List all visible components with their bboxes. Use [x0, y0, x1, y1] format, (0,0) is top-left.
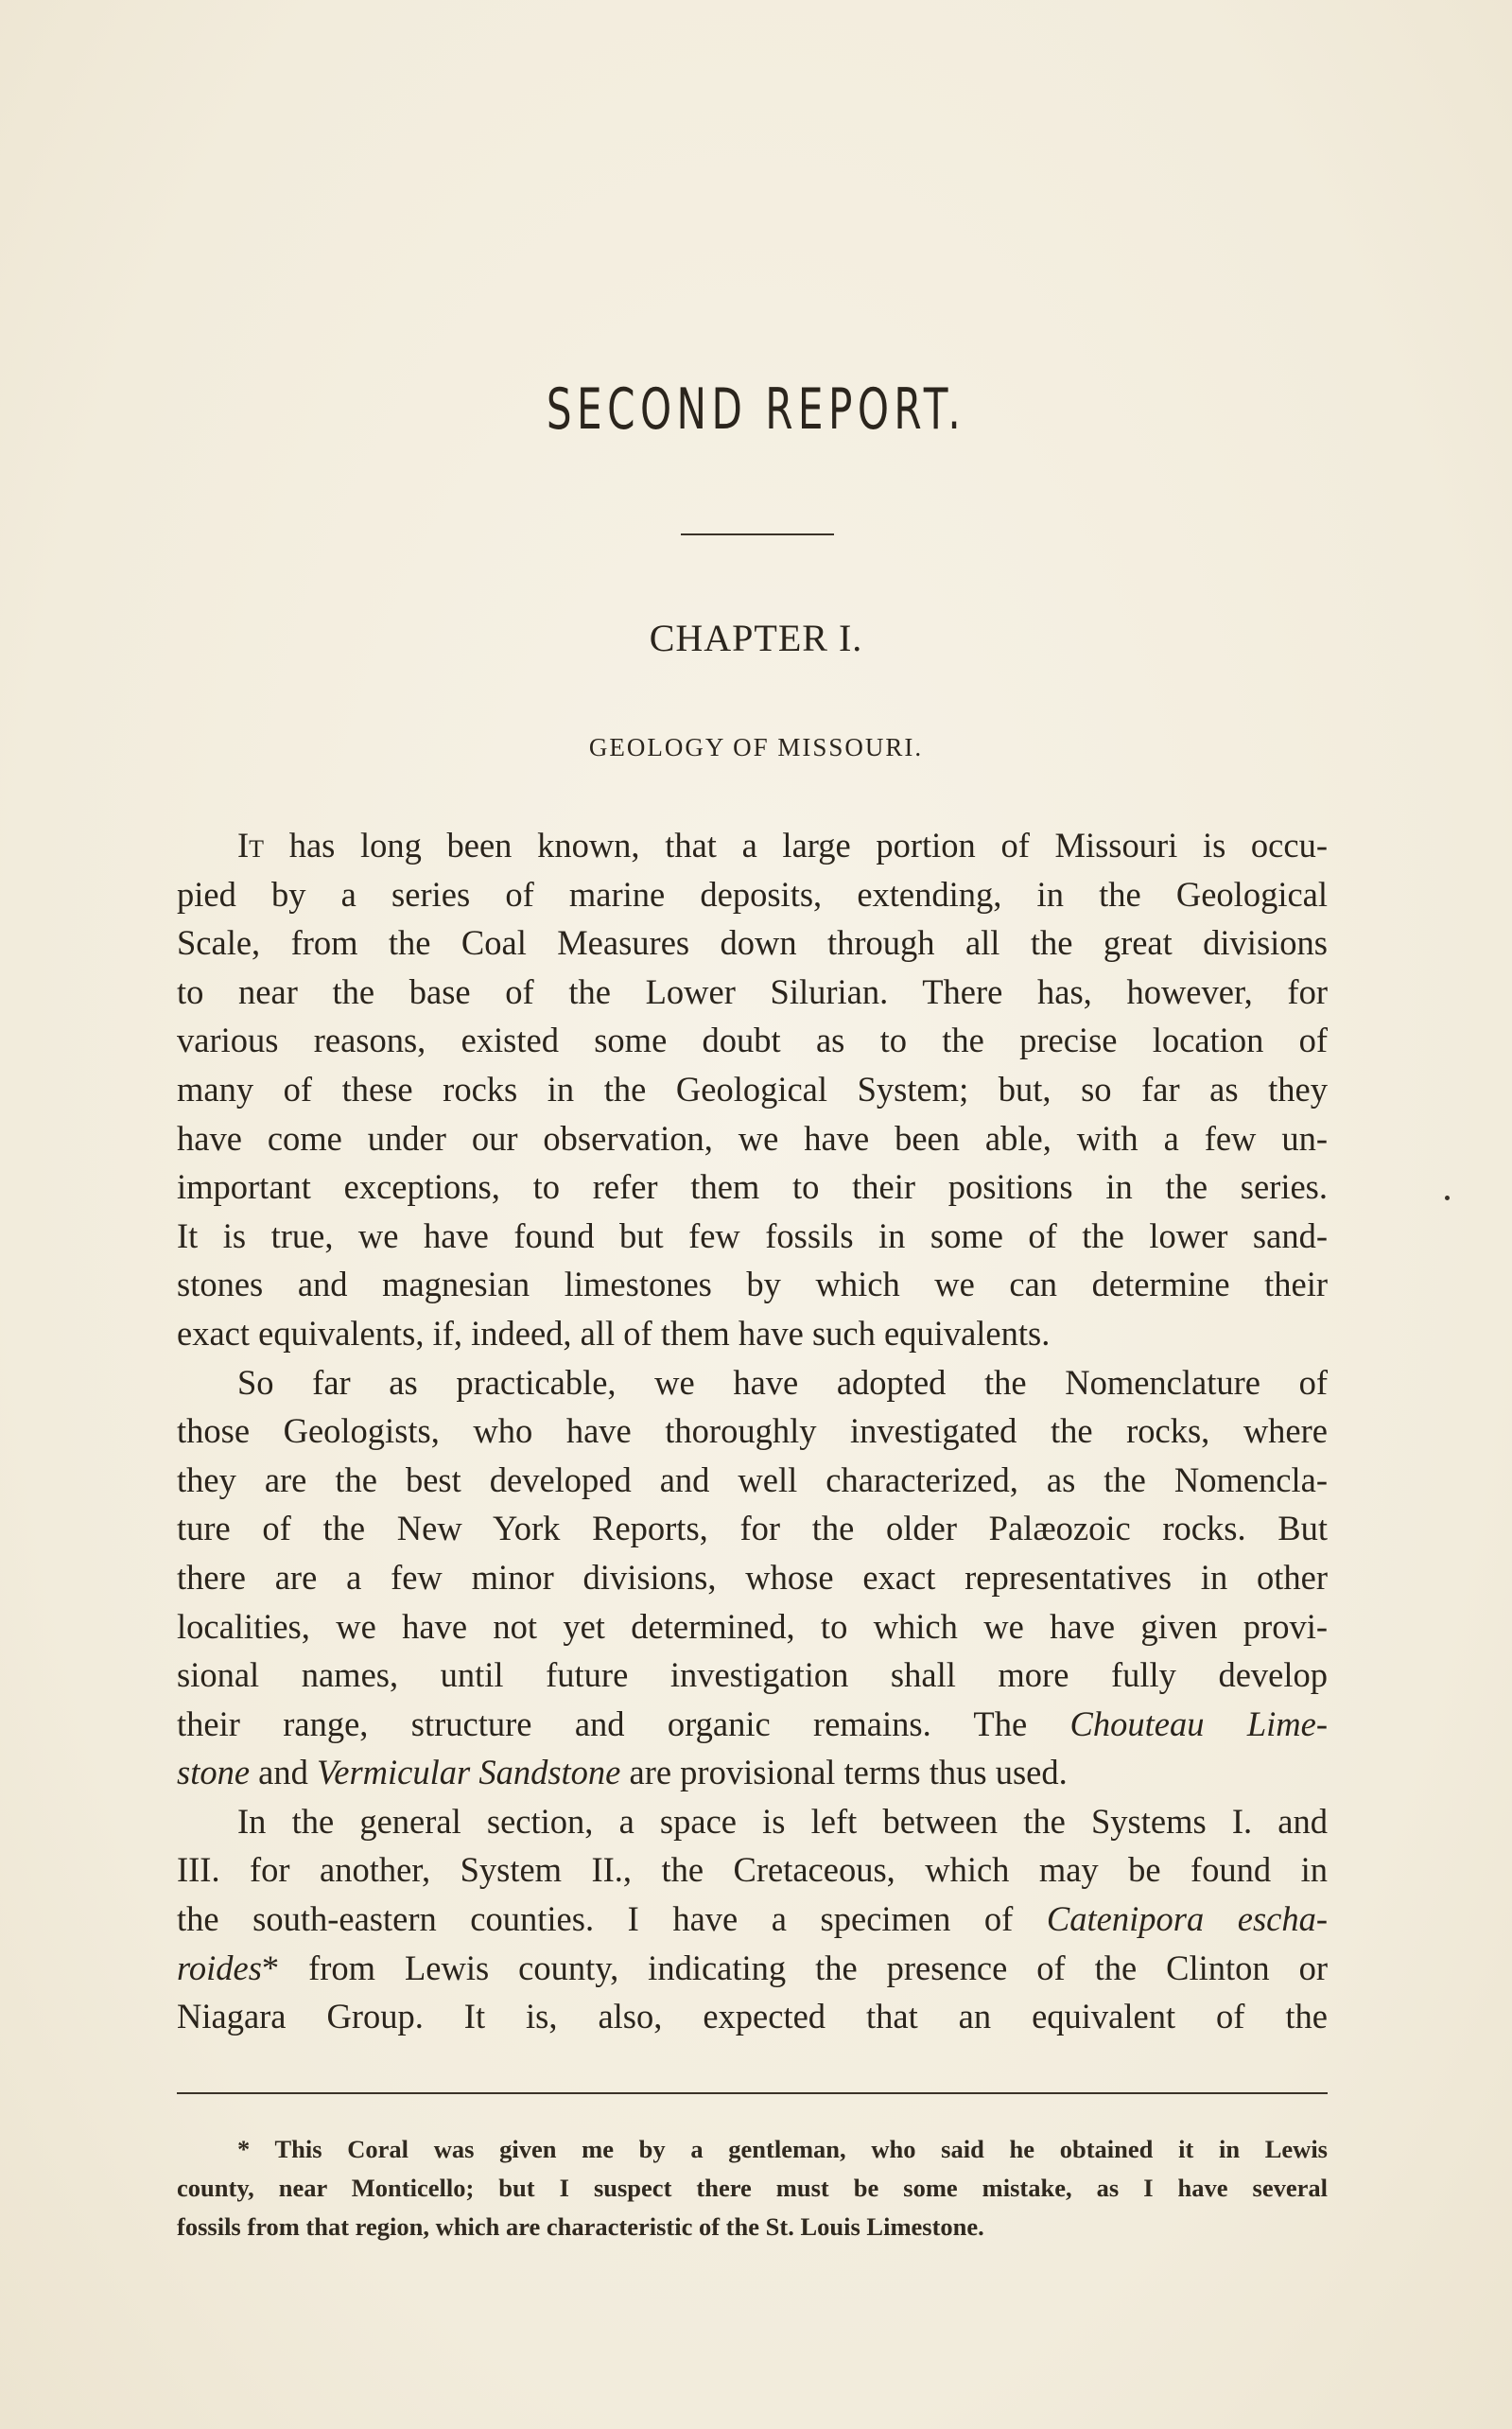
body-line: Scale, from the Coal Measures down through all the great divisions — [177, 923, 1328, 963]
body-line: they are the best developed and well characterized, as the Nomencla- — [177, 1459, 1328, 1499]
body-line: their range, structure and organic remains. The Chouteau Lime- — [177, 1704, 1328, 1743]
body-line: stones and magnesian limestones by which we can determine their — [177, 1265, 1328, 1304]
footnote-rule — [177, 2092, 1328, 2094]
chapter-heading: CHAPTER I. — [649, 617, 863, 659]
body-line: localities, we have not yet determined, to which we have given provi- — [177, 1606, 1328, 1646]
body-line: there are a few minor divisions, whose exact representatives in other — [177, 1557, 1328, 1597]
footnote-line: county, near Monticello; but I suspect there must be some mistake, as I have several — [177, 2174, 1328, 2202]
body-line: those Geologists, who have thoroughly investigated the rocks, where — [177, 1411, 1328, 1451]
footnotes — [177, 2130, 1328, 2246]
body-line: many of these rocks in the Geological System; but, so far as they — [177, 1069, 1328, 1109]
body-line: to near the base of the Lower Silurian. There has, however, for — [177, 971, 1328, 1011]
body-line: So far as practicable, we have adopted the Nomenclature of — [237, 1362, 1328, 1402]
body-line: exact equivalents, if, indeed, all of them have such equivalents. — [177, 1313, 1051, 1353]
ink-speck — [1445, 1196, 1450, 1200]
body-line: various reasons, existed some doubt as to the precise location of — [177, 1021, 1328, 1060]
section-heading: GEOLOGY OF MISSOURI. — [588, 733, 924, 761]
body-line: It has long been known, that a large portion of Missouri is occu- — [237, 826, 1328, 865]
body-line: III. for another, System II., the Cretaceous, which may be found in — [177, 1850, 1328, 1890]
body-line: have come under our observation, we have been able, with a few un- — [177, 1118, 1328, 1158]
body-line: ture of the New York Reports, for the older Palæozoic rocks. But — [177, 1509, 1328, 1548]
footnote-line: * This Coral was given me by a gentleman, who said he obtained it in Lewis — [237, 2135, 1328, 2163]
body-text — [177, 821, 1328, 2041]
body-line: important exceptions, to refer them to their positions in the series. — [177, 1167, 1328, 1207]
body-line: roides* from Lewis county, indicating the presence of the Clinton or — [177, 1948, 1328, 1987]
body-line: pied by a series of marine deposits, extending, in the Geological — [177, 874, 1328, 914]
report-title: SECOND REPORT. — [546, 376, 966, 443]
body-line: In the general section, a space is left between the Systems I. and — [237, 1801, 1328, 1841]
body-line: stone and Vermicular Sandstone are provisional terms thus used. — [177, 1753, 1068, 1792]
footnote-line: fossils from that region, which are characteristic of the St. Louis Limestone. — [177, 2212, 984, 2241]
body-line: It is true, we have found but few fossils in some of the lower sand- — [177, 1215, 1328, 1255]
title-rule — [681, 533, 834, 535]
body-line: Niagara Group. It is, also, expected that an equivalent of the — [177, 1997, 1328, 2036]
body-line: the south-eastern counties. I have a specimen of Catenipora escha- — [177, 1899, 1329, 1939]
body-line: sional names, until future investigation shall more fully develop — [177, 1655, 1328, 1695]
